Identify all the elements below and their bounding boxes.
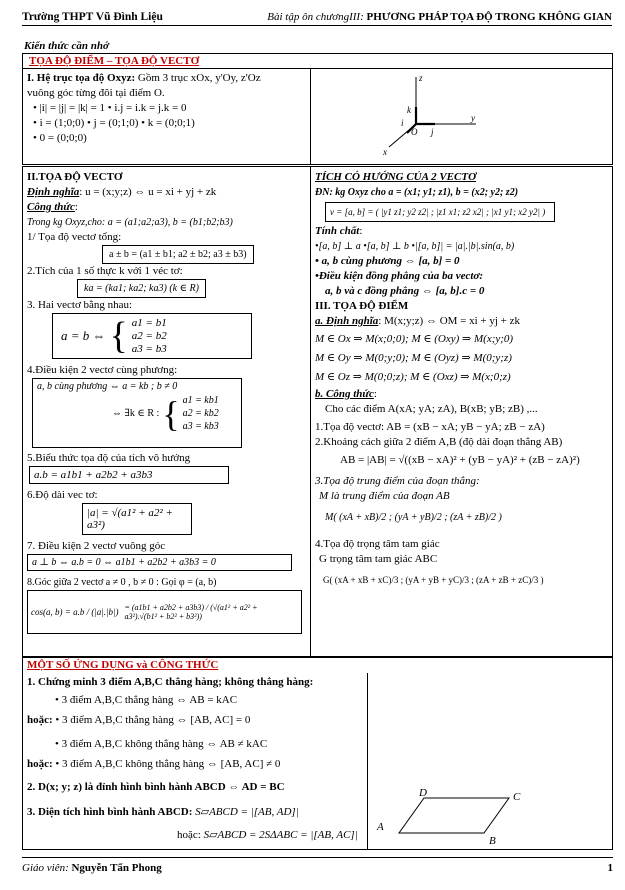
label-o: O <box>411 127 418 137</box>
points-def: : M(x;y;z) ⇔ OM = xi + yj + zk <box>378 315 521 327</box>
f8-label: 8.Góc giữa 2 vectơ a ≠ 0 , b ≠ 0 : Gọi φ = (a, b) <box>27 577 217 588</box>
f7-label: 7. Điều kiện 2 vectơ vuông góc <box>27 540 166 552</box>
app1-d-lead: hoặc: <box>27 758 53 770</box>
oxyz-heading: I. Hệ trục tọa độ Oxyz: <box>27 72 136 84</box>
f4-label: 4.Điều kiện 2 vectơ cùng phương: <box>27 364 178 376</box>
page-header <box>22 6 612 26</box>
f3-box: a = b ⇔ { a1 = b1 a2 = b2 a3 = b3 <box>52 313 252 359</box>
label-i: i <box>401 118 404 128</box>
f1-label: 1/ Tọa độ vectơ tổng: <box>27 231 122 243</box>
cross-def-box: v = [a, b] = ( |y1 z1; y2 z2| ; |z1 x1; z2 x2| ; |x1 y1; x2 y2| ) <box>325 202 555 222</box>
f6-label: 6.Độ dài vec tơ: <box>27 489 98 501</box>
f4-exists: ⇔ ∃k ∈ R : <box>112 408 160 419</box>
vertex-b: B <box>489 835 496 847</box>
app3-formula: S▱ABCD = |[AB, AD]| <box>195 806 299 818</box>
section-coordinate-system <box>22 53 613 165</box>
subject-main: PHƯƠNG PHÁP TỌA ĐỘ TRONG KHÔNG GIAN <box>366 11 612 23</box>
point-rule-1: M ∈ Ox ⇒ M(x;0;0); M ∈ (Oxy) ⇒ M(x;y;0) <box>315 333 514 345</box>
c2-distance-label: 2.Khoảng cách giữa 2 điểm A,B (độ dài đoạn thẳng AB) <box>315 436 563 448</box>
vector-formula-intro: Trong kg Oxyz,cho: a = (a1;a2;a3), b = (b1;b2;b3) <box>27 217 233 228</box>
school-name: Trường THPT Vũ Đình Liệu <box>22 11 163 23</box>
app1-d: • 3 điểm A,B,C không thẳng hàng ⇔ [AB, AC] ≠ 0 <box>55 758 281 770</box>
section-vectors-points <box>22 166 613 657</box>
points-formula-label: b. Công thức <box>315 388 374 400</box>
parallelogram-diagram <box>369 788 609 848</box>
vertex-a: A <box>377 821 384 833</box>
f5-box: a.b = a1b1 + a2b2 + a3b3 <box>29 466 229 484</box>
c3-midpoint-sub: M là trung điểm của đoạn AB <box>319 490 450 502</box>
f8-cos: cos(a, b) = a.b / (|a|.|b|) <box>31 607 119 617</box>
f2-box: ka = (ka1; ka2; ka3) (k ∈ R) <box>77 279 206 298</box>
teacher-name: Nguyễn Tấn Phong <box>71 862 162 874</box>
c3-midpoint-label: 3.Tọa độ trung điểm của đoạn thẳng: <box>315 475 480 487</box>
f8-cos-expanded: = (a1b1 + a2b2 + a3b3) / (√(a1² + a2² + a3²).√(b1² + b2² + b3²)) <box>124 603 258 621</box>
f4-box: a, b cùng phương ⇔ a = kb ; b ≠ 0 ⇔ ∃k ∈ R : { a1 = kb1 a2 = kb2 a3 = kb3 <box>32 378 242 448</box>
section1-right <box>311 69 612 165</box>
oxyz-axes-diagram <box>311 69 611 165</box>
section1-title: TỌA ĐỘ ĐIỂM – TỌA ĐỘ VECTƠ <box>23 54 612 69</box>
label-z: z <box>419 73 423 83</box>
vector-coords-column: II.TỌA ĐỘ VECTƠ Định nghĩa: u = (x;y;z) ⇔ u = xi + yj + zk Công thức: Trong kg Oxyz,cho: a = (a1;a2;a3), b = (b1;b2;b3) 1/ Tọa độ vectơ tổng: a ± b = (a1 ± b1; a2 ± b2; a3 ± b3) 2.Tích của 1 số thực k với 1 véc tơ: ka = (ka1; ka2; ka3) (k ∈ R) 3. Hai vectơ bằng nhau: a = b ⇔ { a1 = b1 a2 = b2 a3 = b3 4.Điều kiện 2 vectơ cùng phương: a, b cùng phương ⇔ a = kb ; b ≠ 0 ⇔ ∃k ∈ R : { a1 = kb1 a2 = kb2 a3 = kb3 5.Biểu thức tọa độ của tích vô hướng a.b = a1b1 + a2b2 + a3b3 6.Độ dài vec tơ: |a| = √(a1² + a2² + a3²) 7. Điều kiện 2 vectơ vuông góc a ⊥ b ⇔ a.b = 0 ⇔ a1b1 + a2b2 + a3b3 = 0 8.Góc giữa 2 vectơ a ≠ 0 , b ≠ 0 : Gọi φ = (a, b) cos(a, b) = a.b / (|a|.|b|) = (a1b1 + a2b2 + a3b3) / (√(a1² + a2² + a3²).√(b1² + b2² + b3²)) <box>23 167 311 656</box>
subject-title <box>267 11 612 23</box>
f3-eq3: a3 = b3 <box>131 342 167 355</box>
teacher-label: Giáo viên: <box>22 862 69 874</box>
f3-eq1: a1 = b1 <box>131 316 167 329</box>
label-j: j <box>431 127 434 137</box>
f4-eq2: a2 = kb2 <box>182 408 219 419</box>
c4-centroid-sub: G trọng tâm tam giác ABC <box>319 553 438 565</box>
prop-4: a, b và c đồng phẳng ⇔ [a, b].c = 0 <box>325 285 485 297</box>
f4-eq1: a1 = kb1 <box>182 395 219 406</box>
c3-midpoint-formula: M( (xA + xB)/2 ; (yA + yB)/2 ; (zA + zB)/2 ) <box>325 512 502 523</box>
page-footer <box>22 857 613 874</box>
app1-b-lead: hoặc: <box>27 714 53 726</box>
oxyz-desc: Gồm 3 trục xOx, y'Oy, z'Oz <box>135 72 261 84</box>
prop-2: • a, b cùng phương ⇔ [a, b] = 0 <box>315 255 460 267</box>
app3-formula-alt: S▱ABCD = 2SΔABC = |[AB, AC]| <box>203 829 358 841</box>
f3-box-left: a = b ⇔ <box>61 328 106 343</box>
c4-centroid-formula: G( (xA + xB + xC)/3 ; (yA + yB + yC)/3 ; (zA + zB + zC)/3 ) <box>323 575 544 585</box>
vector-def: : u = (x;y;z) ⇔ u = xi + yj + zk <box>79 186 217 198</box>
app1-c: • 3 điểm A,B,C không thẳng hàng ⇔ AB ≠ kAC <box>55 738 268 750</box>
f3-label: 3. Hai vectơ bằng nhau: <box>27 299 133 311</box>
prop-label: Tính chất <box>315 225 360 237</box>
section3-title: MỘT SỐ ỨNG DỤNG và CÔNG THỨC <box>27 659 219 671</box>
point-rule-3: M ∈ Oz ⇒ M(0;0;z); M ∈ (Oxz) ⇒ M(x;0;z) <box>315 371 511 383</box>
page-number: 1 <box>607 862 613 874</box>
f2-label: 2.Tích của 1 số thực k với 1 véc tơ: <box>27 265 183 277</box>
oxyz-desc2: vuông góc từng đôi tại điểm O. <box>27 87 165 99</box>
vector-formula-label: Công thức <box>27 201 75 213</box>
f1-box: a ± b = (a1 ± b1; a2 ± b2; a3 ± b3) <box>102 245 254 264</box>
point-rule-2: M ∈ Oy ⇒ M(0;y;0); M ∈ (Oyz) ⇒ M(0;y;z) <box>315 352 512 364</box>
f4-line1: a, b cùng phương ⇔ a = kb ; b ≠ 0 <box>37 381 178 392</box>
app3-heading: 3. Diện tích hình bình hành ABCD: <box>27 806 193 818</box>
points-formula-intro: Cho các điểm A(xA; yA; zA), B(xB; yB; zB) ,... <box>325 403 538 415</box>
f4-eq3: a3 = kb3 <box>182 421 219 432</box>
vertex-d: D <box>419 788 427 799</box>
f5-label: 5.Biểu thức tọa độ của tích vô hướng <box>27 452 191 464</box>
f6-box: |a| = √(a1² + a2² + a3²) <box>82 503 192 535</box>
f8-box <box>27 590 302 634</box>
section1-left: I. Hệ trục tọa độ Oxyz: Gồm 3 trục xOx, y'Oy, z'Oz vuông góc từng đôi tại điểm O. • |i| = |j| = |k| = 1 • i.j = i.k = j.k = 0 • i = (1;0;0) • j = (0;1;0) • k = (0;0;1) • 0 = (0;0;0) <box>23 69 311 165</box>
label-y: y <box>471 113 475 123</box>
cross-product-heading: TÍCH CÓ HƯỚNG CỦA 2 VECTƠ <box>315 171 477 183</box>
vector-def-label: Định nghĩa <box>27 186 80 198</box>
label-k: k <box>407 105 411 115</box>
c1-vector: 1.Tọa độ vectơ: AB = (xB − xA; yB − yA; zB − zA) <box>315 421 545 433</box>
cross-def: ĐN: kg Oxyz cho a = (x1; y1; z1), b = (x2; y2; z2) <box>315 187 519 198</box>
zero-vector: 0 = (0;0;0) <box>39 132 87 144</box>
section-applications <box>22 657 613 850</box>
intro-label: Kiến thức cần nhớ <box>24 40 109 52</box>
vector-heading: II.TỌA ĐỘ VECTƠ <box>27 171 123 183</box>
f7-box: a ⊥ b ⇔ a.b = 0 ⇔ a1b1 + a2b2 + a3b3 = 0 <box>27 554 292 571</box>
unit-vector-norms: |i| = |j| = |k| = 1 • i.j = i.k = j.k = 0 <box>39 102 187 114</box>
app2: 2. D(x; y; z) là đỉnh hình bình hành ABCD ⇔ AD = BC <box>27 781 285 793</box>
points-heading: III. TỌA ĐỘ ĐIỂM <box>315 300 409 312</box>
label-x: x <box>383 147 387 157</box>
app1-a: • 3 điểm A,B,C thẳng hàng ⇔ AB = kAC <box>55 694 238 706</box>
cross-product-points-column: TÍCH CÓ HƯỚNG CỦA 2 VECTƠ ĐN: kg Oxyz cho a = (x1; y1; z1), b = (x2; y2; z2) v = [a, b] = ( |y1 z1; y2 z2| ; |z1 x1; z2 x2| ; |x1 y1; x2 y2| ) Tính chất: •[a, b] ⊥ a •[a, b] ⊥ b •|[a, b]| = |a|.|b|.sin(a, b) • a, b cùng phương ⇔ [a, b] = 0 •Điều kiện đồng phẳng của ba vectơ: a, b và c đồng phẳng ⇔ [a, b].c = 0 III. TỌA ĐỘ ĐIỂM a. Định nghĩa: M(x;y;z) ⇔ OM = xi + yj + zk M ∈ Ox ⇒ M(x;0;0); M ∈ (Oxy) ⇒ M(x;y;0) M ∈ Oy ⇒ M(0;y;0); M ∈ (Oyz) ⇒ M(0;y;z) M ∈ Oz ⇒ M(0;0;z); M ∈ (Oxz) ⇒ M(x;0;z) b. Công thức: Cho các điểm A(xA; yA; zA), B(xB; yB; zB) ,... 1.Tọa độ vectơ: AB = (xB − xA; yB − yA; zB − zA) 2.Khoảng cách giữa 2 điểm A,B (độ dài đoạn thẳng AB) AB = |AB| = √((xB − xA)² + (yB − yA)² + (zB − zA)²) 3.Tọa độ trung điểm của đoạn thẳng: M là trung điểm của đoạn AB M( (xA + xB)/2 ; (yA + yB)/2 ; (zA + zB)/2 ) 4.Tọa độ trọng tâm tam giác G trọng tâm tam giác ABC G( (xA + xB + xC)/3 ; (yA + yB + yC)/3 ; (zA + zB + zC)/3 ) <box>311 167 612 656</box>
c4-centroid-label: 4.Tọa độ trọng tâm tam giác <box>315 538 440 550</box>
prop-1: •[a, b] ⊥ a •[a, b] ⊥ b •|[a, b]| = |a|.|b|.sin(a, b) <box>315 241 515 252</box>
prop-3: •Điều kiện đồng phẳng của ba vectơ: <box>315 270 484 282</box>
subject-prefix: Bài tập ôn chươngIII: <box>267 11 364 23</box>
points-def-label: a. Định nghĩa <box>315 315 379 327</box>
app3-or: hoặc: <box>177 829 201 841</box>
vertex-c: C <box>513 791 521 803</box>
app1-heading: 1. Chứng minh 3 điểm A,B,C thẳng hàng; không thẳng hàng: <box>27 676 314 688</box>
app1-b: • 3 điểm A,B,C thẳng hàng ⇔ [AB, AC] = 0 <box>55 714 251 726</box>
applications-list <box>23 673 368 849</box>
c2-distance-formula: AB = |AB| = √((xB − xA)² + (yB − yA)² + (zB − zA)²) <box>340 454 580 466</box>
unit-vector-coords: i = (1;0;0) • j = (0;1;0) • k = (0;0;1) <box>39 117 195 129</box>
f3-eq2: a2 = b2 <box>131 329 167 342</box>
parallelogram-shape <box>399 798 509 833</box>
